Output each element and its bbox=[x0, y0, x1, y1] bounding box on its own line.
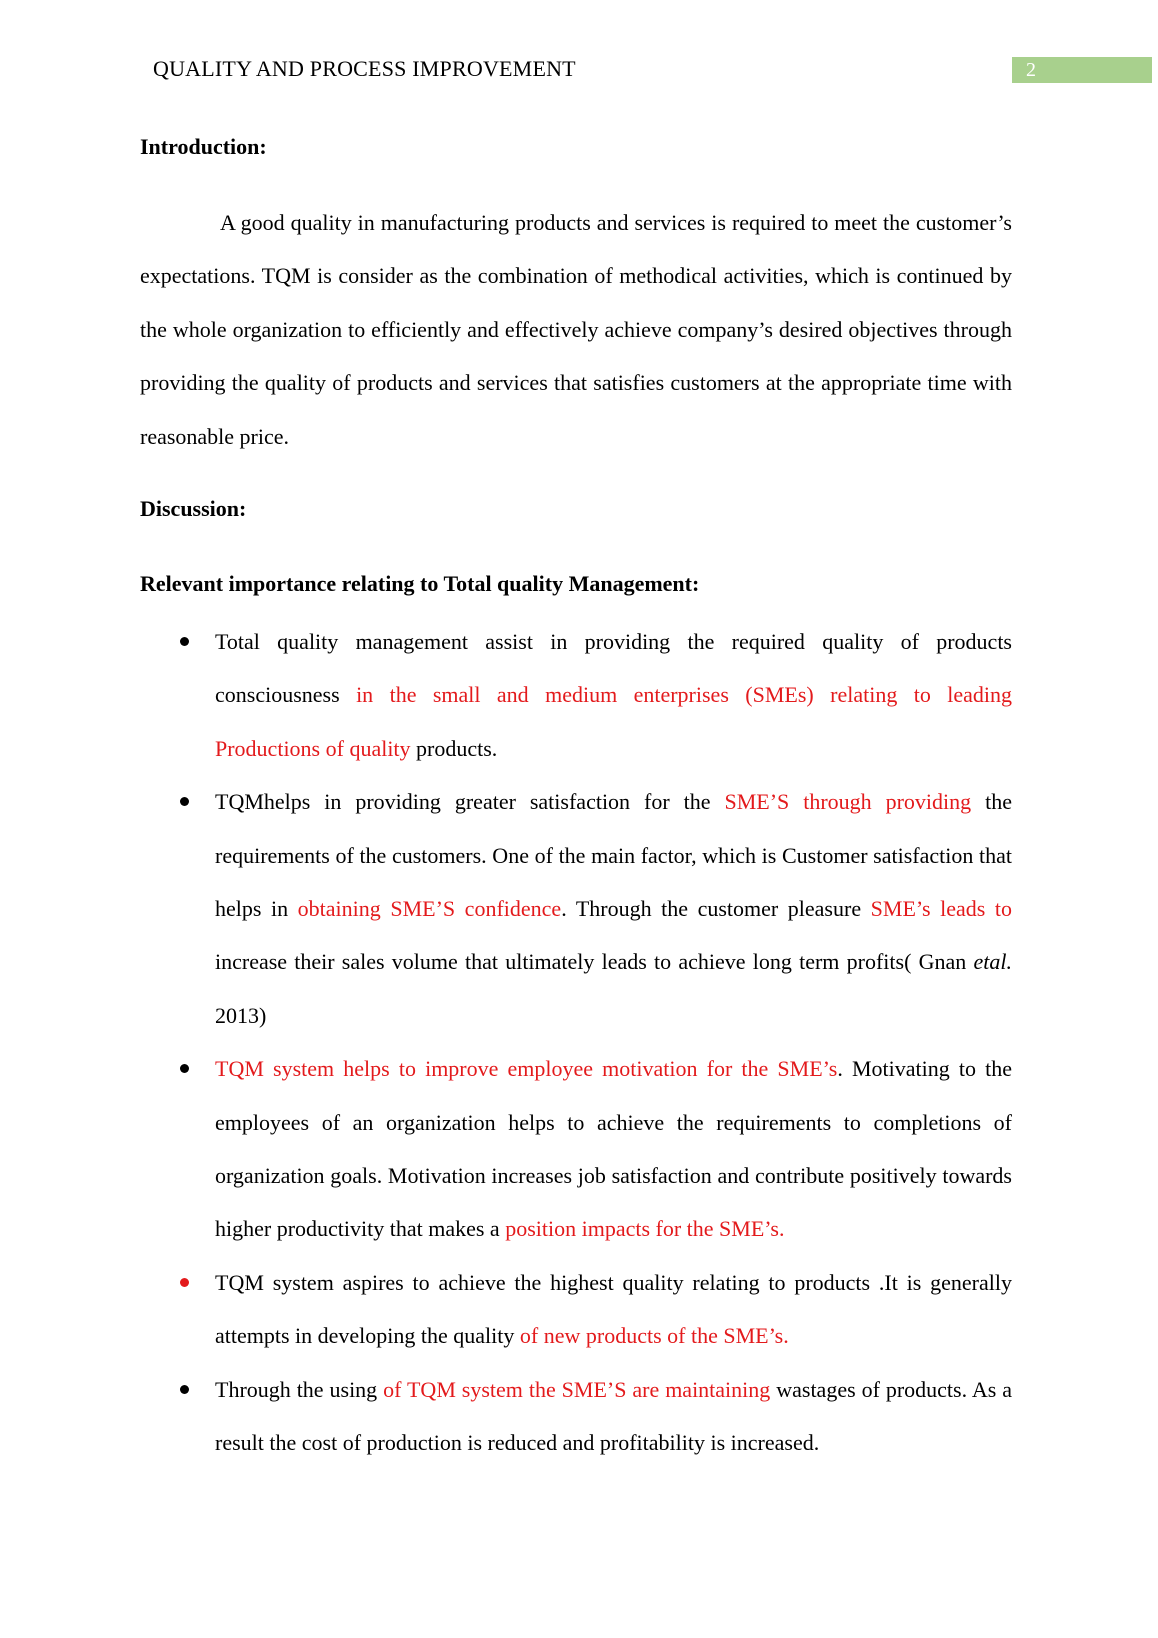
text-segment: TQMhelps in providing greater satisfaction for the bbox=[215, 789, 725, 815]
highlighted-segment: SME’S through providing bbox=[724, 789, 972, 815]
bullet-text bbox=[215, 789, 1012, 1028]
bullet-text bbox=[215, 629, 1012, 761]
list-item bbox=[140, 775, 1012, 1042]
discussion-subheading: Relevant importance relating to Total quality Management: bbox=[140, 571, 700, 596]
bullet-icon bbox=[180, 637, 189, 646]
running-head: QUALITY AND PROCESS IMPROVEMENT bbox=[153, 56, 576, 81]
italic-segment: etal. bbox=[973, 949, 1012, 975]
highlighted-segment: obtaining SME’S confidence bbox=[297, 896, 562, 922]
text-segment: . Motivating to the employees of an organization helps to achieve the requirements to completions of organization goals. Motivation increases job satisfaction and contribute positively towards higher productivity that makes a bbox=[215, 1056, 1013, 1242]
highlighted-segment: in the small and medium enterprises (SMEs) relating to leading Productions of quality bbox=[215, 682, 1012, 761]
bullet-text bbox=[215, 1056, 1012, 1241]
list-item bbox=[140, 615, 1012, 775]
bullet-icon bbox=[180, 1064, 189, 1073]
list-item bbox=[140, 1042, 1012, 1256]
list-item bbox=[140, 1363, 1012, 1470]
highlighted-segment: of new products of the SME’s. bbox=[519, 1323, 789, 1349]
text-segment: Total quality management assist in providing the required quality of products consciousness bbox=[215, 629, 1012, 708]
bullet-text bbox=[215, 1377, 1012, 1455]
highlighted-segment: SME’s leads to bbox=[870, 896, 1012, 922]
bullet-icon bbox=[180, 797, 189, 806]
text-segment: . Through the customer pleasure bbox=[561, 896, 871, 922]
text-segment: wastages of products. As a result the cost of production is reduced and profitability is increased. bbox=[215, 1376, 1012, 1456]
introduction-heading: Introduction: bbox=[140, 134, 267, 159]
bullet-icon bbox=[180, 1278, 189, 1287]
text-segment: 2013) bbox=[215, 1002, 267, 1028]
text-segment: increase their sales volume that ultimately leads to achieve long term profits( Gnan bbox=[215, 949, 974, 975]
text-segment: products. bbox=[410, 735, 498, 761]
bullet-list bbox=[140, 615, 1012, 1470]
highlighted-segment: TQM system helps to improve employee motivation for the SME’s bbox=[215, 1056, 838, 1082]
bullet-text bbox=[215, 1270, 1012, 1348]
introduction-body bbox=[140, 196, 1012, 463]
discussion-heading: Discussion: bbox=[140, 496, 247, 521]
page-number: 2 bbox=[1012, 57, 1152, 83]
bullet-icon bbox=[180, 1385, 189, 1394]
text-segment: TQM system aspires to achieve the highest quality relating to products .It is generally attempts in developing the quality bbox=[215, 1269, 1012, 1349]
text-segment: the requirements of the customers. One of the main factor, which is Customer satisfaction that helps in bbox=[215, 789, 1012, 922]
highlighted-segment: of TQM system the SME’S are maintaining bbox=[383, 1376, 771, 1402]
list-item bbox=[140, 1256, 1012, 1363]
introduction-paragraph: A good quality in manufacturing products and services is required to meet the customer’s expectations. TQM is consider as the combination of methodical activities, which is continued by the whole organization to efficiently and effectively achieve company’s desired objectives through providing the quality of products and services that satisfies customers at the appropriate time with reasonable price. bbox=[140, 210, 1012, 449]
highlighted-segment: position impacts for the SME’s. bbox=[505, 1216, 785, 1242]
text-segment: Through the using bbox=[215, 1376, 384, 1402]
